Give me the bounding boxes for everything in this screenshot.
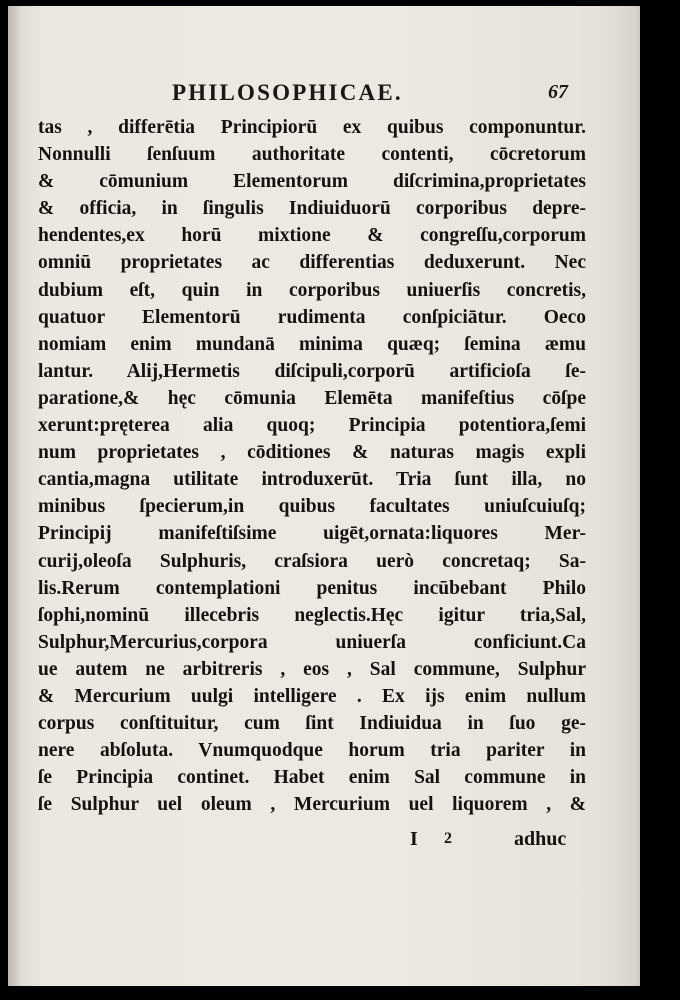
- running-head: PHILOSOPHICAE.: [172, 80, 403, 105]
- text-line: ſe Sulphur uel oleum , Mercurium uel liquorem , &: [38, 794, 586, 816]
- text-line: & cōmunium Elementorum diſcrimina,proprietates: [38, 171, 586, 193]
- text-line: quatuor Elementorū rudimenta conſpiciātur. Oeco: [38, 306, 586, 328]
- page-footer: [8, 828, 638, 856]
- text-line: nere abſoluta. Vnumquodque horum tria pariter in: [38, 740, 586, 762]
- text-line: lantur. Alij,Hermetis diſcipuli,corporū artificioſa ſe-: [38, 360, 586, 382]
- text-line: ſophi,nominū illecebris neglectis.Hęc igitur tria,Sal,: [38, 604, 586, 626]
- scan-bottom-edge: [8, 986, 640, 1000]
- book-page: [8, 6, 640, 986]
- text-line: paratione,& hęc cōmunia Elemēta manifeſtius cōſpe: [38, 387, 586, 409]
- text-line: omniū proprietates ac differentias deduxerunt. Nec: [38, 252, 586, 274]
- text-line: nomiam enim mundanā minima quæq; ſemina æmu: [38, 333, 586, 355]
- text-line: lis.Rerum contemplationi penitus incūbebant Philo: [38, 577, 586, 599]
- text-line: num proprietates , cōditiones & naturas magis expli: [38, 442, 586, 464]
- page-number: 67: [548, 81, 568, 103]
- signature-mark: I: [410, 828, 419, 850]
- text-line: ſe Principia continet. Habet enim Sal commune in: [38, 767, 586, 789]
- text-line: ue autem ne arbitreris , eos , Sal commune, Sulphur: [38, 658, 586, 680]
- signature-number: 2: [444, 830, 452, 847]
- page-header: [8, 80, 638, 110]
- text-line: curij,oleoſa Sulphuris, craſsiora uerò concretaq; Sa-: [38, 550, 586, 572]
- text-line: tas , differētia Principiorū ex quibus componuntur.: [38, 117, 586, 138]
- text-line: & officia, in ſingulis Indiuiduorū corporibus depre-: [38, 198, 586, 220]
- text-line: hendentes,ex horū mixtione & congreſſu,corporum: [38, 225, 586, 247]
- text-line: Principij manifeſtiſsime uigēt,ornata:liquores Mer-: [38, 523, 586, 545]
- body-text: [38, 114, 586, 818]
- catchword: adhuc: [514, 828, 567, 850]
- text-line: xerunt:pręterea alia quoq; Principia potentiora,ſemi: [38, 415, 586, 437]
- text-line: corpus conſtituitur, cum ſint Indiuidua in ſuo ge-: [38, 713, 586, 735]
- text-line: minibus ſpecierum,in quibus facultates uniuſcuiuſq;: [38, 496, 586, 518]
- text-line: & Mercurium uulgi intelligere . Ex ijs enim nullum: [38, 685, 586, 707]
- text-line: Nonnulli ſenſuum authoritate contenti, cōcretorum: [38, 144, 586, 166]
- text-line: dubium eſt, quin in corporibus uniuerſis concretis,: [38, 279, 586, 301]
- text-line: Sulphur,Mercurius,corpora uniuerſa conficiunt.Ca: [38, 631, 586, 653]
- text-line: cantia,magna utilitate introduxerūt. Tria ſunt illa, no: [38, 469, 586, 491]
